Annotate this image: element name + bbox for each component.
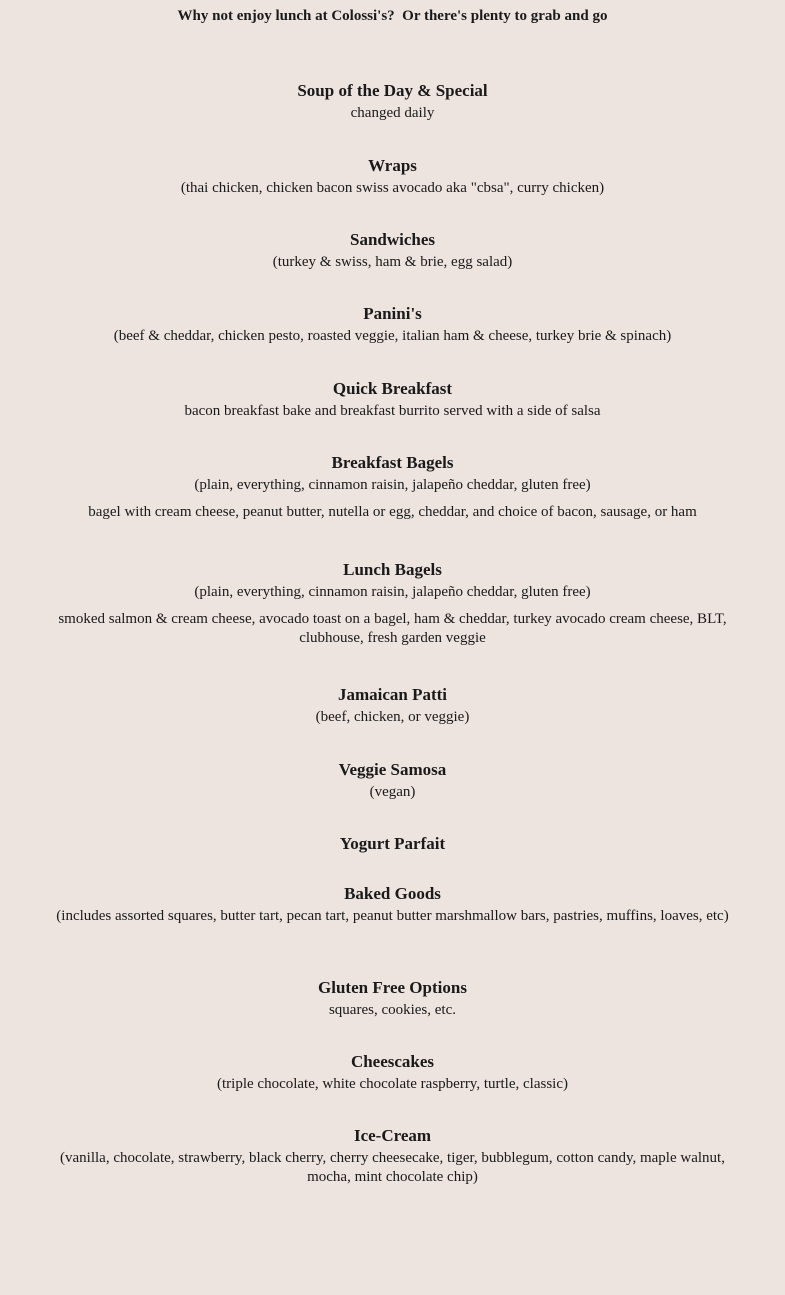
section-title: Cheescakes [350, 1052, 435, 1071]
menu-section-cheescakes [45, 1051, 740, 1094]
menu-section-sandwiches [45, 229, 740, 272]
menu-section-paninis [45, 303, 740, 346]
section-title: Ice-Cream [353, 1126, 432, 1145]
section-title: Lunch Bagels [343, 560, 442, 579]
menu-section-jamaican-patti [45, 684, 740, 727]
section-title: Yogurt Parfait [339, 834, 446, 853]
intro-text: Why not enjoy lunch at Colossi's? Or there's plenty to grab and go [177, 8, 608, 24]
section-title: Soup of the Day & Special [297, 81, 488, 100]
section-description: (vegan) [369, 784, 416, 800]
section-title: Quick Breakfast [332, 379, 453, 398]
section-description: bagel with cream cheese, peanut butter, nutella or egg, cheddar, and choice of bacon, sausage, or ham [88, 504, 697, 520]
section-description: squares, cookies, etc. [328, 1002, 457, 1018]
section-description: smoked salmon & cream cheese, avocado toast on a bagel, ham & cheddar, turkey avocado cream cheese, BLT, clubhouse, fresh garden veggie [58, 611, 727, 646]
menu-section-wraps [45, 155, 740, 198]
menu-section-quick-breakfast [45, 378, 740, 421]
section-description: (plain, everything, cinnamon raisin, jalapeño cheddar, gluten free) [194, 584, 591, 600]
section-description: (beef, chicken, or veggie) [315, 709, 470, 725]
menu-section-gluten-free [45, 977, 740, 1020]
menu-section-veggie-samosa [45, 759, 740, 802]
section-title: Sandwiches [349, 230, 436, 249]
section-description: bacon breakfast bake and breakfast burrito served with a side of salsa [184, 403, 601, 419]
section-description: (turkey & swiss, ham & brie, egg salad) [272, 254, 513, 270]
section-description: (vanilla, chocolate, strawberry, black cherry, cherry cheesecake, tiger, bubblegum, cotton candy, maple walnut, mocha, mint chocolate chip) [60, 1150, 725, 1185]
section-description: (includes assorted squares, butter tart, pecan tart, peanut butter marshmallow bars, pastries, muffins, loaves, etc) [56, 908, 729, 924]
section-title: Gluten Free Options [318, 978, 467, 997]
section-title: Baked Goods [344, 884, 441, 903]
section-title: Jamaican Patti [337, 685, 448, 704]
menu-section-lunch-bagels [45, 559, 740, 648]
menu-section-breakfast-bagels [45, 452, 740, 522]
section-description: changed daily [350, 105, 435, 121]
section-title: Wraps [368, 156, 417, 175]
menu-section-soup [45, 80, 740, 123]
menu-section-yogurt-parfait [45, 833, 740, 855]
section-description: (triple chocolate, white chocolate raspberry, turtle, classic) [217, 1076, 568, 1092]
section-description: (plain, everything, cinnamon raisin, jalapeño cheddar, gluten free) [194, 477, 591, 493]
section-title: Breakfast Bagels [331, 453, 454, 472]
section-title: Veggie Samosa [338, 760, 447, 779]
section-description: (thai chicken, chicken bacon swiss avocado aka "cbsa", curry chicken) [180, 180, 605, 196]
section-description: (beef & cheddar, chicken pesto, roasted veggie, italian ham & cheese, turkey brie & spinach) [113, 328, 672, 344]
section-title: Panini's [363, 304, 422, 323]
menu-section-baked-goods [45, 883, 740, 926]
menu-section-ice-cream [45, 1125, 740, 1187]
